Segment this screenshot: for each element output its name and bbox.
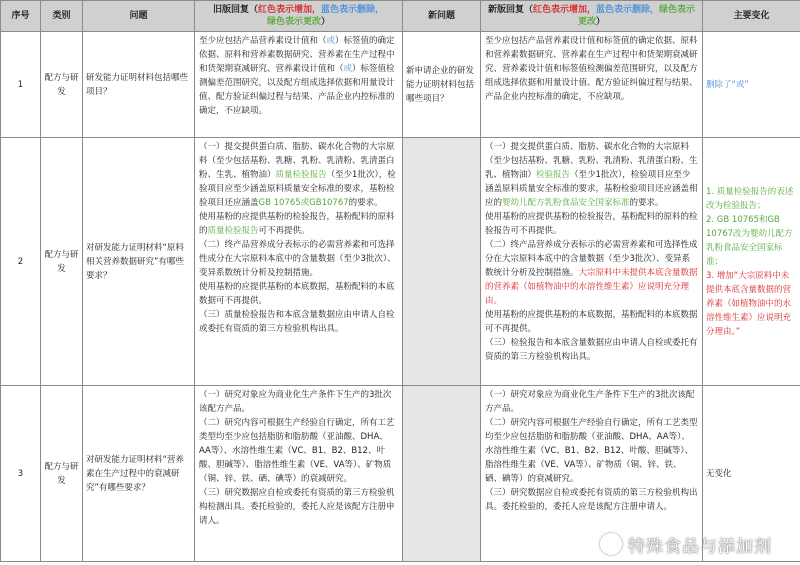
header-category: 类别	[41, 1, 83, 32]
table-row	[1, 32, 800, 138]
legend-green: 绿色表示更改	[266, 17, 321, 27]
legend-green: 绿色表示更改	[577, 5, 696, 27]
cell-question: 研发能力证明材料包括哪些项目？	[83, 32, 195, 138]
cell-old-answer: （一）研究对象应为商业化生产条件下生产的3批次该配方产品。 （二）研究内容可根据生产经验自行确定，所有工艺类型均至少应包括脂肪和脂肪酸（亚油酸、DHA、AA等）、水溶性维生素（VC、B1、B2、B12、叶酸、胆碱等）、脂溶性维生素（VE、VA等）、矿物质（铜、锌、铁、硒、碘等）的衰减研究。 （三）研究数据应自检或委托有资质的第三方检验机构检测出具。委托检验的，委托人应是该配方注册申请人。	[195, 386, 403, 562]
cell-category: 配方与研发	[41, 32, 83, 138]
cell-seq: 2	[1, 138, 41, 386]
cell-old-answer: （一）提交提供蛋白质、脂肪、碳水化合物的大宗原料（至少包括基粉、乳糖、乳粉、乳清粉、乳清蛋白粉、生乳、植物油）质量检验报告（至少1批次），检验项目应至少涵盖原料质量安全标准的要求，基粉检验项目还应涵盖GB 10765或GB10767的要求。 使用基粉的应提供基粉的检验报告，基粉配料的原料的质量检验报告可不再提供。 （二）终产品营养成分表标示的必需营养素和可选择性成分在大宗原料本底中的含量数据（至少3批次）、变异系数统计分析及控制措施。 使用基粉的应提供基粉的本底数据，基粉配料的本底数据可不再提供。 （三）质量检验报告和本底含量数据应由申请人自检或委托有资质的第三方检验机构出具。	[195, 138, 403, 386]
wechat-logo-icon	[600, 533, 622, 555]
header-row	[1, 1, 800, 32]
header-old-answer-label: 旧版回复	[212, 5, 249, 15]
header-new-answer-label: 新版回复	[487, 5, 524, 15]
table-row	[1, 138, 800, 386]
cell-seq: 3	[1, 386, 41, 562]
header-old-answer: 旧版回复（红色表示增加，蓝色表示删除， 绿色表示更改）	[195, 1, 403, 32]
cell-new-question	[403, 386, 481, 562]
watermark-text: 特殊食品与添加剂	[628, 536, 772, 557]
cell-category: 配方与研发	[41, 386, 83, 562]
legend-blue: 蓝色表示删除，	[596, 5, 660, 15]
cell-new-question: 新申请企业的研发能力证明材料包括哪些项目？	[403, 32, 481, 138]
cell-new-question	[403, 138, 481, 386]
header-new-answer: 新版回复（红色表示增加，蓝色表示删除，绿色表示更改）	[481, 1, 703, 32]
legend-blue: 蓝色表示删除，	[321, 5, 385, 15]
cell-old-answer: 至少应包括产品营养素设计值和（或）标签值的确定依据、原料和营养素数据研究、营养素在生产过程中和货架期衰减研究、营养素设计值和（或）标签值检测偏差范围研究，以及配方组成选择依据和用量设计值、配方验证纠偏过程与结果、产品企业内控标准的确定，不应缺项。	[195, 32, 403, 138]
legend-red: 红色表示增加，	[532, 5, 596, 15]
cell-category: 配方与研发	[41, 138, 83, 386]
cell-change: 1. 质量检验报告的表述改为检验报告； 2. GB 10765和GB 10767改为婴幼儿配方乳粉食品安全国家标准； 3. 增加“大宗原料中未提供本底含量数据的营养素（如植物油中的水溶性维生素）应说明充分理由。”	[703, 138, 800, 386]
cell-change: 无变化	[703, 386, 800, 562]
cell-question: 对研发能力证明材料“营养素在生产过程中的衰减研究”有哪些要求？	[83, 386, 195, 562]
header-seq: 序号	[1, 1, 41, 32]
cell-question: 对研发能力证明材料“原料相关营养数据研究”有哪些要求？	[83, 138, 195, 386]
cell-new-answer: 至少应包括产品营养素设计值和标签值的确定依据、原料和营养素数据研究、营养素在生产过程中和货架期衰减研究、营养素设计值和标签值检测偏差范围研究，以及配方组成选择依据和用量设计值、配方验证纠偏过程与结果、产品企业内控标准的确定，不应缺项。	[481, 32, 703, 138]
header-question: 问题	[83, 1, 195, 32]
watermark	[600, 528, 795, 560]
legend-red: 红色表示增加，	[258, 5, 322, 15]
cell-seq: 1	[1, 32, 41, 138]
cell-new-answer: （一）提交提供蛋白质、脂肪、碳水化合物的大宗原料（至少包括基粉、乳糖、乳粉、乳清粉、乳清蛋白粉、生乳、植物油）检验报告（至少1批次），检验项目应至少涵盖原料质量安全标准的要求，基粉检验项目还应涵盖相应的婴幼儿配方乳粉食品安全国家标准的要求。 使用基粉的应提供基粉的检验报告，基粉配料的原料的检验报告可不再提供。 （二）终产品营养成分表标示的必需营养素和可选择性成分在大宗原料本底中的含量数据（至少3批次）、变异系数统计分析及控制措施。大宗原料中未提供本底含量数据的营养素（如植物油中的水溶性维生素）应说明充分理由。 使用基粉的应提供基粉的本底数据，基粉配料的本底数据可不再提供。 （三）检验报告和本底含量数据应由申请人自检或委托有资质的第三方检验机构出具。	[481, 138, 703, 386]
header-new-question: 新问题	[403, 1, 481, 32]
cell-change: 删除了“或”	[703, 32, 800, 138]
header-change: 主要变化	[703, 1, 800, 32]
cell-new-answer: （一）研究对象应为商业化生产条件下生产的3批次该配方产品。 （二）研究内容可根据生产经验自行确定，所有工艺类型均至少应包括脂肪和脂肪酸（亚油酸、DHA、AA等）、水溶性维生素（VC、B1、B2、B12、叶酸、胆碱等）、脂溶性维生素（VE、VA等）、矿物质（铜、锌、铁、硒、碘等）的衰减研究。 （三）研究数据应自检或委托有资质的第三方检验机构出具。委托检验的，委托人应是该配方注册申请人。	[481, 386, 703, 562]
